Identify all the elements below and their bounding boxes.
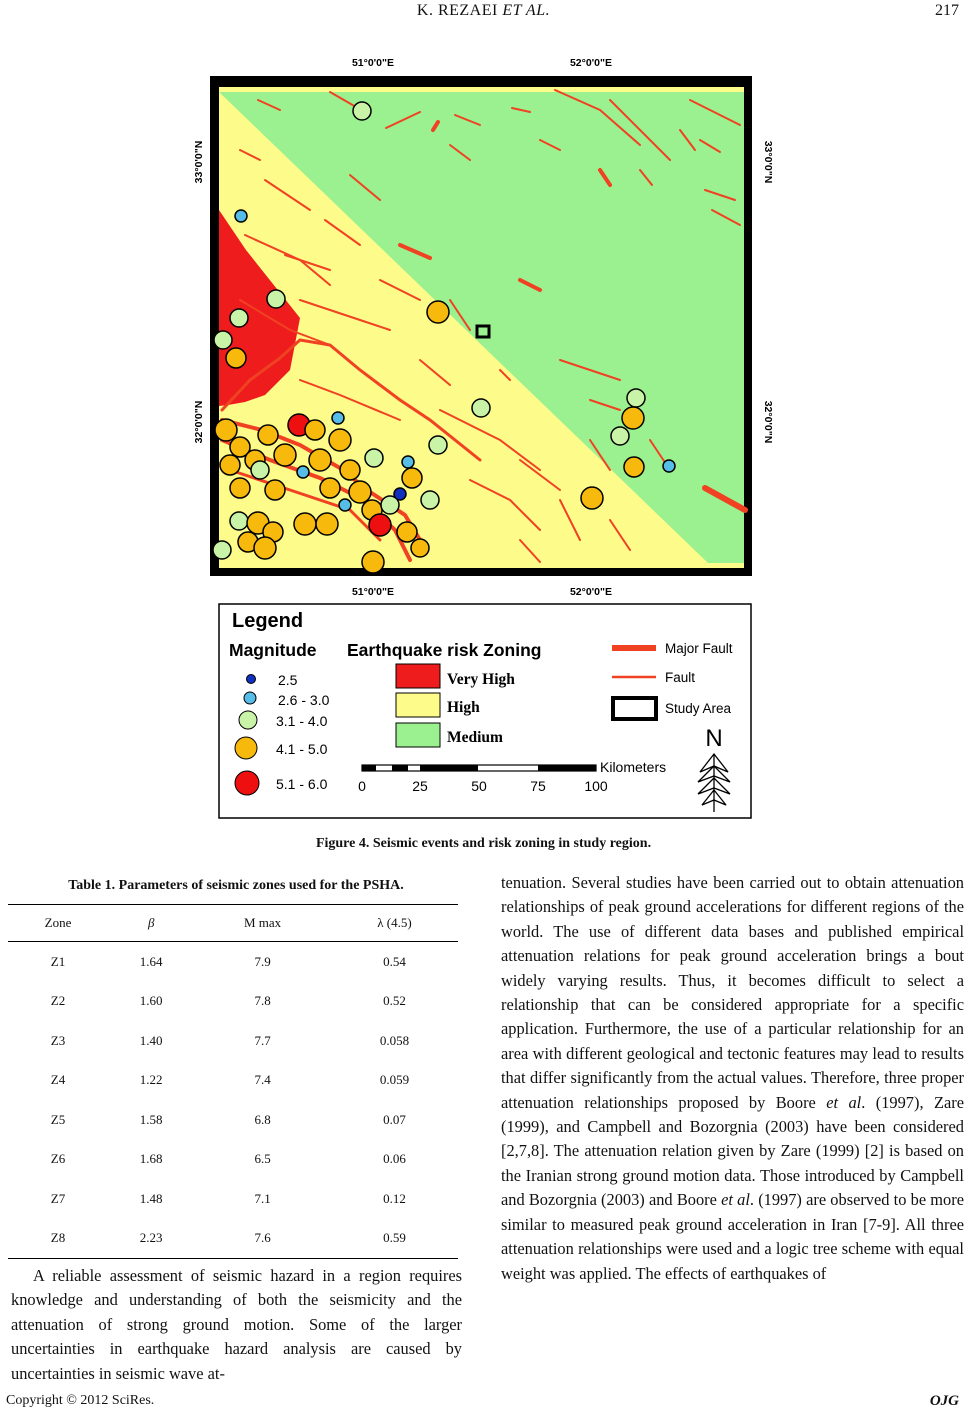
table-row xyxy=(8,1219,458,1259)
risk-zoning-map xyxy=(184,48,784,603)
page-number: 217 xyxy=(935,2,959,19)
cell-beta: 1.60 xyxy=(139,993,163,1009)
right-column-paragraph xyxy=(501,871,964,1286)
coord-bottom-51: 51°0'0"E xyxy=(351,586,395,598)
table-row xyxy=(8,1061,458,1101)
event-m4 xyxy=(316,513,338,535)
right-paragraph-text-2: . (1997), Zare (1999), and Campbell and Bozorgnia (2003) have been considered [2,7,8]. The attenuation relation given by Zare (1999) [2] is based on the Iranian strong ground motion data. Those introduced by Campbell and Bozorgnia (2003) and Boore xyxy=(501,1092,964,1210)
event-m4 xyxy=(411,539,429,557)
event-m3 xyxy=(353,102,371,120)
legend-mag-symbol-5 xyxy=(235,771,259,795)
event-m4 xyxy=(329,429,351,451)
cell-beta: 1.40 xyxy=(139,1032,163,1048)
legend-zoning-title: Earthquake risk Zoning xyxy=(347,640,542,660)
cell-lambda: 0.07 xyxy=(383,1111,406,1127)
scale-tick-50: 50 xyxy=(471,778,487,794)
legend-zone-swatch-high xyxy=(396,693,440,717)
event-m2 xyxy=(297,466,309,478)
cell-zone: Z1 xyxy=(50,953,66,969)
footer-journal: OJG xyxy=(929,1393,959,1409)
event-m4 xyxy=(320,478,340,498)
legend-mag-symbol-3 xyxy=(239,711,257,729)
coord-left-32: 32°0'0"N xyxy=(193,400,205,444)
cell-zone: Z5 xyxy=(50,1111,66,1127)
event-m3 xyxy=(214,331,232,349)
legend-mag-label-3: 3.1 - 4.0 xyxy=(276,713,328,729)
event-m4 xyxy=(230,478,250,498)
map-legend xyxy=(218,603,753,820)
event-m4 xyxy=(220,455,240,475)
cell-zone: Z6 xyxy=(50,1151,66,1167)
event-m2 xyxy=(332,412,344,424)
col-beta-header: β xyxy=(108,905,194,942)
event-m4 xyxy=(294,513,316,535)
cell-beta: 1.68 xyxy=(139,1151,163,1167)
col-mmax-header: M max xyxy=(194,905,331,942)
cell-zone: Z2 xyxy=(50,993,66,1009)
cell-lambda: 0.12 xyxy=(383,1190,406,1206)
cell-zone: Z8 xyxy=(8,1219,108,1259)
event-m4 xyxy=(581,487,603,509)
event-m4 xyxy=(215,419,237,441)
legend-mag-symbol-4 xyxy=(235,737,257,759)
coord-top-51: 51°0'0"E xyxy=(351,57,395,69)
right-paragraph-text-1: tenuation. Several studies have been carried out to obtain attenuation relationships of peak ground accelerations for different regions of the world. The use of different data bases and published empirical attenuation relations for peak ground acceleration brings a bout widely varying results. Thus, it becomes difficult to select a relationship that can be considered appropriate for a specific application. Furthermore, the use of a particular relationship for an area with different geological and tectonic features may lead to results that differ significantly from the actual values. Therefore, three proper attenuation relationships proposed by Boore xyxy=(501,873,964,1112)
event-m3 xyxy=(627,389,645,407)
legend-mag-symbol-1 xyxy=(247,675,256,684)
cell-beta: 1.58 xyxy=(139,1111,163,1127)
event-m3 xyxy=(611,427,629,445)
event-m4 xyxy=(226,348,246,368)
col-zone-header: Zone xyxy=(8,905,108,942)
scale-bar-segment xyxy=(538,765,596,771)
event-m4 xyxy=(349,481,371,503)
north-label: N xyxy=(705,725,723,752)
coord-right-33: 33°0'0"N xyxy=(762,140,774,184)
event-m2 xyxy=(402,456,414,468)
cell-lambda: 0.059 xyxy=(379,1072,410,1088)
event-m4 xyxy=(309,449,331,471)
event-m4 xyxy=(340,460,360,480)
legend-mag-label-2: 2.6 - 3.0 xyxy=(278,692,330,708)
figure-caption: Figure 4. Seismic events and risk zoning in study region. xyxy=(315,836,652,851)
cell-mmax: 7.7 xyxy=(254,1032,271,1048)
cell-lambda: 0.058 xyxy=(379,1032,410,1048)
scale-bar xyxy=(362,765,596,771)
table-row xyxy=(8,1021,458,1061)
table-row xyxy=(8,942,458,982)
legend-major-fault-label: Major Fault xyxy=(665,641,733,656)
event-m3 xyxy=(213,541,231,559)
cell-mmax: 7.4 xyxy=(254,1072,271,1088)
running-header xyxy=(0,2,967,20)
event-m4 xyxy=(624,457,644,477)
legend-mag-label-5: 5.1 - 6.0 xyxy=(276,776,328,792)
coord-bottom-52: 52°0'0"E xyxy=(569,586,613,598)
parameters-table xyxy=(8,904,458,1259)
event-m4 xyxy=(622,407,644,429)
event-m2 xyxy=(235,210,247,222)
scale-tick-100: 100 xyxy=(584,778,608,794)
right-paragraph-et-al-2: et al xyxy=(721,1190,750,1210)
event-m2 xyxy=(339,499,351,511)
event-m3 xyxy=(472,399,490,417)
event-m2 xyxy=(663,460,675,472)
coord-left-33: 33°0'0"N xyxy=(193,140,205,184)
cell-lambda: 0.52 xyxy=(383,993,406,1009)
cell-beta: 2.23 xyxy=(108,1219,194,1259)
event-m3 xyxy=(421,491,439,509)
event-m4 xyxy=(427,301,449,323)
legend-zone-label-very-high: Very High xyxy=(447,671,515,688)
cell-zone: Z4 xyxy=(50,1072,66,1088)
legend-zone-swatch-medium xyxy=(396,723,440,747)
event-m4 xyxy=(274,444,296,466)
event-m3 xyxy=(251,461,269,479)
cell-mmax: 7.9 xyxy=(254,953,271,969)
table-header-row xyxy=(8,905,458,942)
table-caption: Table 1. Parameters of seismic zones used for the PSHA. xyxy=(68,878,404,893)
table-row xyxy=(8,1100,458,1140)
event-m3 xyxy=(365,449,383,467)
header-et-al: ET AL. xyxy=(502,2,551,19)
event-m4 xyxy=(397,522,417,542)
coord-top-52: 52°0'0"E xyxy=(569,57,613,69)
cell-zone: Z3 xyxy=(50,1032,66,1048)
table-row xyxy=(8,982,458,1022)
legend-magnitude-title: Magnitude xyxy=(229,640,317,660)
right-paragraph-text-3: . (1997) are observed to be more similar to measured peak ground acceleration in Iran [7-9]. All three attenuation relationships were used and a logic tree scheme with equal weight was applied. The effects of earthquakes of xyxy=(501,1190,964,1283)
event-m4 xyxy=(265,480,285,500)
legend-zone-label-high: High xyxy=(447,699,480,716)
coord-right-32: 32°0'0"N xyxy=(762,400,774,444)
scale-bar-segment xyxy=(392,765,408,771)
event-m4 xyxy=(362,551,384,573)
footer-copyright: Copyright © 2012 SciRes. xyxy=(6,1393,155,1408)
legend-fault-label: Fault xyxy=(665,670,696,685)
scale-tick-75: 75 xyxy=(530,778,546,794)
table-row xyxy=(8,1140,458,1180)
cell-mmax: 7.8 xyxy=(254,993,271,1009)
cell-beta: 1.48 xyxy=(139,1190,163,1206)
legend-mag-symbol-2 xyxy=(244,692,256,704)
event-m3 xyxy=(381,496,399,514)
scale-tick-0: 0 xyxy=(358,778,366,794)
cell-lambda: 0.06 xyxy=(383,1151,406,1167)
table-row xyxy=(8,1179,458,1219)
col-lambda-header: λ (4.5) xyxy=(331,905,458,942)
scale-bar-segment xyxy=(420,765,478,771)
event-m3 xyxy=(230,512,248,530)
event-m3 xyxy=(429,436,447,454)
cell-lambda: 0.59 xyxy=(331,1219,458,1259)
event-m3 xyxy=(230,309,248,327)
left-column-paragraph: A reliable assessment of seismic hazard in a region requires knowledge and understanding of both the seismicity and the attenuation of strong ground motion. Some of the larger uncertainties in earthquake hazard analysis are caused by uncertainties in seismic wave at- xyxy=(11,1266,462,1383)
legend-study-area-label: Study Area xyxy=(665,701,732,716)
event-m3 xyxy=(267,290,285,308)
cell-beta: 1.22 xyxy=(139,1072,163,1088)
legend-mag-label-1: 2.5 xyxy=(278,672,298,688)
legend-zone-swatch-very-high xyxy=(396,664,440,688)
cell-mmax: 6.5 xyxy=(254,1151,271,1167)
scale-unit: Kilometers xyxy=(600,759,667,775)
cell-lambda: 0.54 xyxy=(383,953,406,969)
cell-mmax: 7.1 xyxy=(254,1190,271,1206)
event-m4 xyxy=(258,425,278,445)
cell-zone: Z7 xyxy=(50,1190,66,1206)
legend-zone-label-medium: Medium xyxy=(447,729,503,746)
cell-mmax: 6.8 xyxy=(254,1111,271,1127)
event-m4 xyxy=(402,468,422,488)
cell-mmax: 7.6 xyxy=(194,1219,331,1259)
scale-bar-segment xyxy=(362,765,376,771)
header-authors: K. REZAEI xyxy=(416,2,498,19)
cell-beta: 1.64 xyxy=(139,953,163,969)
right-paragraph-et-al-1: et al xyxy=(826,1092,862,1112)
scale-tick-25: 25 xyxy=(412,778,428,794)
event-m5 xyxy=(369,514,391,536)
event-m4 xyxy=(254,537,276,559)
event-m4 xyxy=(305,420,325,440)
legend-title: Legend xyxy=(232,610,304,632)
legend-mag-label-4: 4.1 - 5.0 xyxy=(276,741,328,757)
